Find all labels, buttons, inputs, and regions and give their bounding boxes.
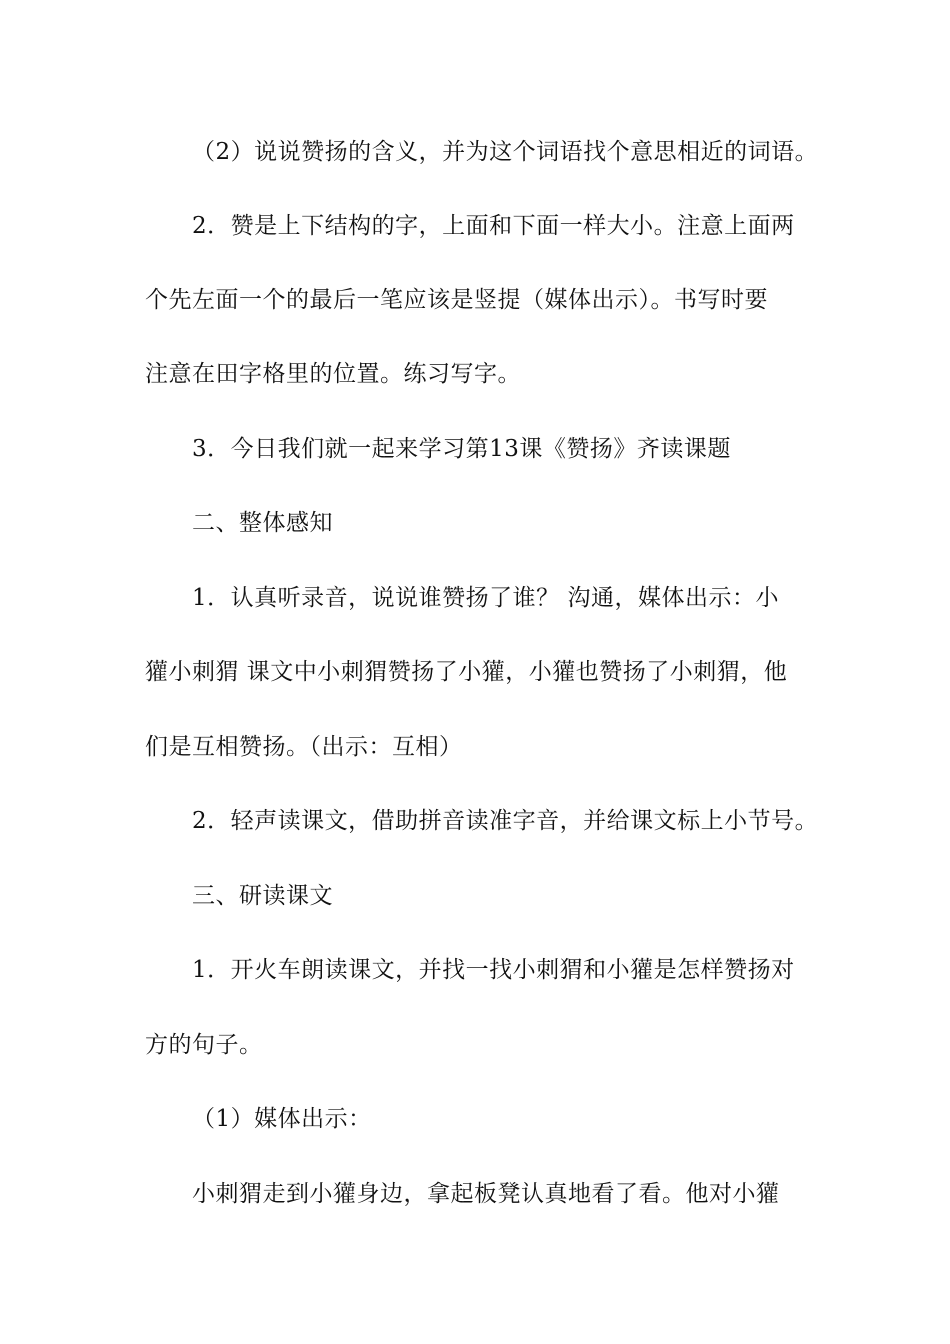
text-line: 2．赞是上下结构的字，上面和下面一样大小。注意上面两: [192, 213, 795, 239]
text-line: 1．认真听录音，说说谁赞扬了谁？ 沟通，媒体出示：小: [192, 585, 779, 611]
text-line: 小刺猬走到小獾身边，拿起板凳认真地看了看。他对小獾: [192, 1181, 780, 1207]
section-heading: 三、研读课文: [192, 883, 333, 909]
text-line: 个先左面一个的最后一笔应该是竖提（媒体出示）。书写时要: [145, 287, 768, 313]
text-line: 獾小刺猬 课文中小刺猬赞扬了小獾，小獾也赞扬了小刺猬，他: [145, 659, 788, 685]
text-line: 1．开火车朗读课文，并找一找小刺猬和小獾是怎样赞扬对: [192, 957, 795, 983]
text-line: 2．轻声读课文，借助拼音读准字音，并给课文标上小节号。: [192, 808, 819, 834]
text-line: （2）说说赞扬的含义，并为这个词语找个意思相近的词语。: [192, 139, 819, 165]
section-heading: 二、整体感知: [192, 510, 333, 536]
text-line: 方的句子。: [145, 1032, 263, 1058]
text-line: （1）媒体出示：: [192, 1106, 372, 1132]
text-line: 们是互相赞扬。（出示：互相）: [145, 734, 463, 760]
text-line: 3．今日我们就一起来学习第13课《赞扬》齐读课题: [192, 436, 731, 462]
text-line: 注意在田字格里的位置。练习写字。: [145, 361, 521, 387]
